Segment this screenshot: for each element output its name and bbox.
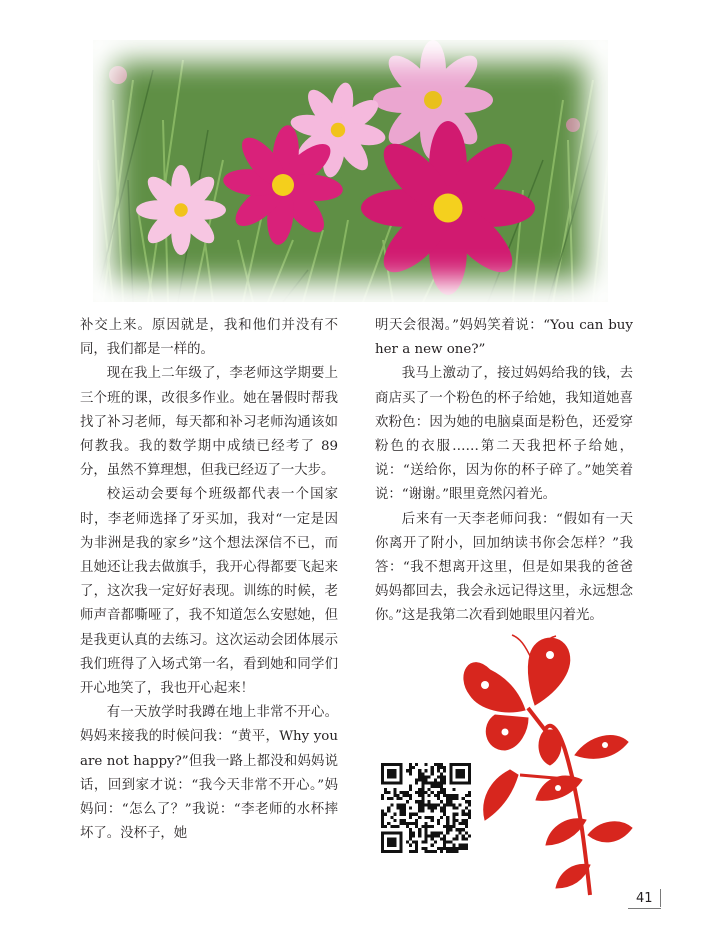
left-text-column [80,314,338,846]
paragraph: 明天会很渴。”妈妈笑着说：“You can buy her a new one?” [375,318,633,358]
paragraph: 后来有一天李老师问我：“假如有一天你离开了附小，回加纳读书你会怎样？”我答：“我不想离开这里，但是如果我的爸爸妈妈都回去，我会永远记得这里，永远想念你。”这是我第二次看到她眼里闪着光。 [375,511,633,624]
page-number: 41 [636,891,653,906]
page-number-rule [660,889,661,907]
right-text-column [375,314,633,629]
paragraph: 现在我上二年级了，李老师这学期要上三个班的课，改很多作业。她在暑假时帮我找了补习老师，每天都和补习老师沟通该如何教我。我的数学期中成绩已经考了 89 分，虽然不算理想，但我已经迈了一大步。 [80,366,338,479]
cosmos-flowers-photo [93,40,608,302]
paragraph: 有一天放学时我蹲在地上非常不开心。妈妈来接我的时候问我：“黄平，Why you are not happy?”但我一路上都没和妈妈说话，回到家才说：“我今天非常不开心。”妈妈问：“怎么了？”我说：“李老师的水杯摔坏了。没杯子，她 [80,705,338,842]
page-number-underline [628,908,661,909]
butterfly-flower-papercut [450,630,640,900]
paragraph: 我马上激动了，接过妈妈给我的钱，去商店买了一个粉色的杯子给她，我知道她喜欢粉色：因为她的电脑桌面是粉色，还爱穿粉色的衣服……第二天我把杯子给她，说：“送给你，因为你的杯子碎了。”她笑着说：“谢谢。”眼里竟然闪着光。 [375,366,633,503]
paragraph: 校运动会要每个班级都代表一个国家时，李老师选择了牙买加，我对“一定是因为非洲是我的家乡”这个想法深信不已，而且她还让我去做旗手，我开心得都要飞起来了，这次我一定好好表现。训练的时候，老师声音都嘶哑了，我不知道怎么安慰她，但是我更认真的去练习。这次运动会团体展示我们班得了入场式第一名，看到她和同学们开心地笑了，我也开心起来！ [80,487,338,697]
paragraph: 补交上来。原因就是，我和他们并没有不同，我们都是一样的。 [80,318,338,358]
